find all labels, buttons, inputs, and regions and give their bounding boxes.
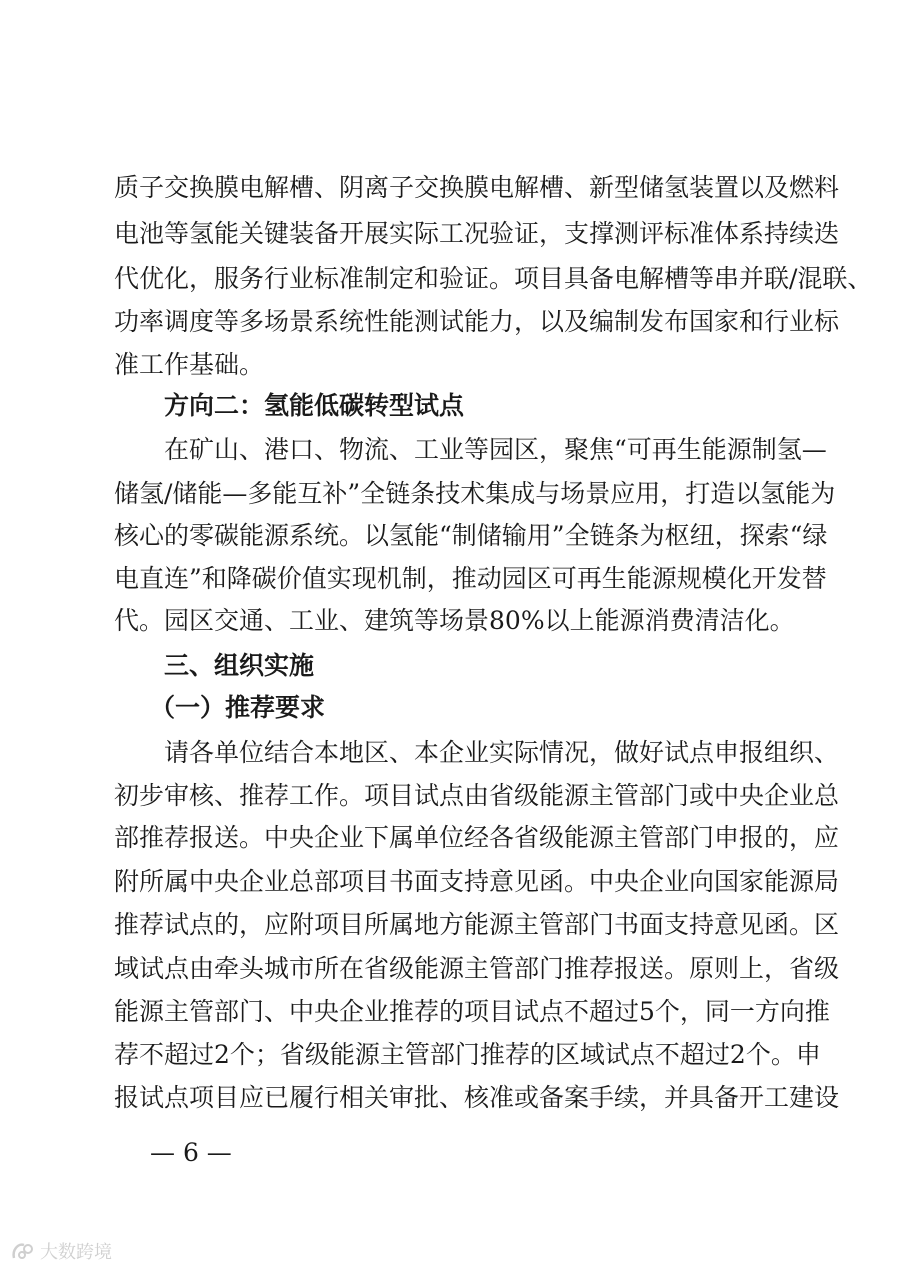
body-line: 在矿山、港口、物流、工业等园区，聚焦“可再生能源制氢— xyxy=(164,435,827,464)
body-line: 初步审核、推荐工作。项目试点由省级能源主管部门或中央企业总 xyxy=(114,781,840,810)
body-line: 储氢/储能—多能互补”全链条技术集成与场景应用，打造以氢能为 xyxy=(114,479,836,508)
body-line: 电直连”和降碳价值实现机制，推动园区可再生能源规模化开发替 xyxy=(114,564,827,593)
body-line: 代。园区交通、工业、建筑等场景80%以上能源消费清洁化。 xyxy=(114,606,795,635)
body-line: 报试点项目应已履行相关审批、核准或备案手续，并具备开工建设 xyxy=(114,1083,840,1112)
body-line: 电池等氢能关键装备开展实际工况验证，支撑测评标准体系持续迭 xyxy=(114,219,840,248)
body-line: 荐不超过2个；省级能源主管部门推荐的区域试点不超过2个。申 xyxy=(114,1040,821,1069)
body-line: 质子交换膜电解槽、阴离子交换膜电解槽、新型储氢装置以及燃料 xyxy=(114,173,840,202)
body-line: 能源主管部门、中央企业推荐的项目试点不超过5个，同一方向推 xyxy=(114,997,830,1026)
watermark-text: 大数跨境 xyxy=(40,1242,112,1263)
section-heading-direction-two: 方向二：氢能低碳转型试点 xyxy=(164,391,465,420)
watermark xyxy=(10,1238,112,1264)
body-line: 核心的零碳能源系统。以氢能“制储输用”全链条为枢纽，探索“绿 xyxy=(114,521,828,550)
page-number: — 6 — xyxy=(150,1138,232,1167)
body-line: 推荐试点的，应附项目所属地方能源主管部门书面支持意见函。区 xyxy=(114,910,840,939)
body-line: 域试点由牵头城市所在省级能源主管部门推荐报送。原则上，省级 xyxy=(114,954,840,983)
body-line: 准工作基础。 xyxy=(114,350,265,379)
body-line: 附所属中央企业总部项目书面支持意见函。中央企业向国家能源局 xyxy=(114,867,840,896)
subsection-heading-recommendation: （一）推荐要求 xyxy=(150,693,326,722)
body-line: 部推荐报送。中央企业下属单位经各省级能源主管部门申报的，应 xyxy=(114,823,840,852)
body-line: 请各单位结合本地区、本企业实际情况，做好试点申报组织、 xyxy=(164,738,840,767)
section-heading-organization: 三、组织实施 xyxy=(164,651,315,680)
watermark-logo-icon xyxy=(10,1240,36,1262)
body-line: 功率调度等多场景系统性能测试能力，以及编制发布国家和行业标 xyxy=(114,307,840,336)
body-line: 代优化，服务行业标准制定和验证。项目具备电解槽等串并联/混联、 xyxy=(114,264,873,293)
